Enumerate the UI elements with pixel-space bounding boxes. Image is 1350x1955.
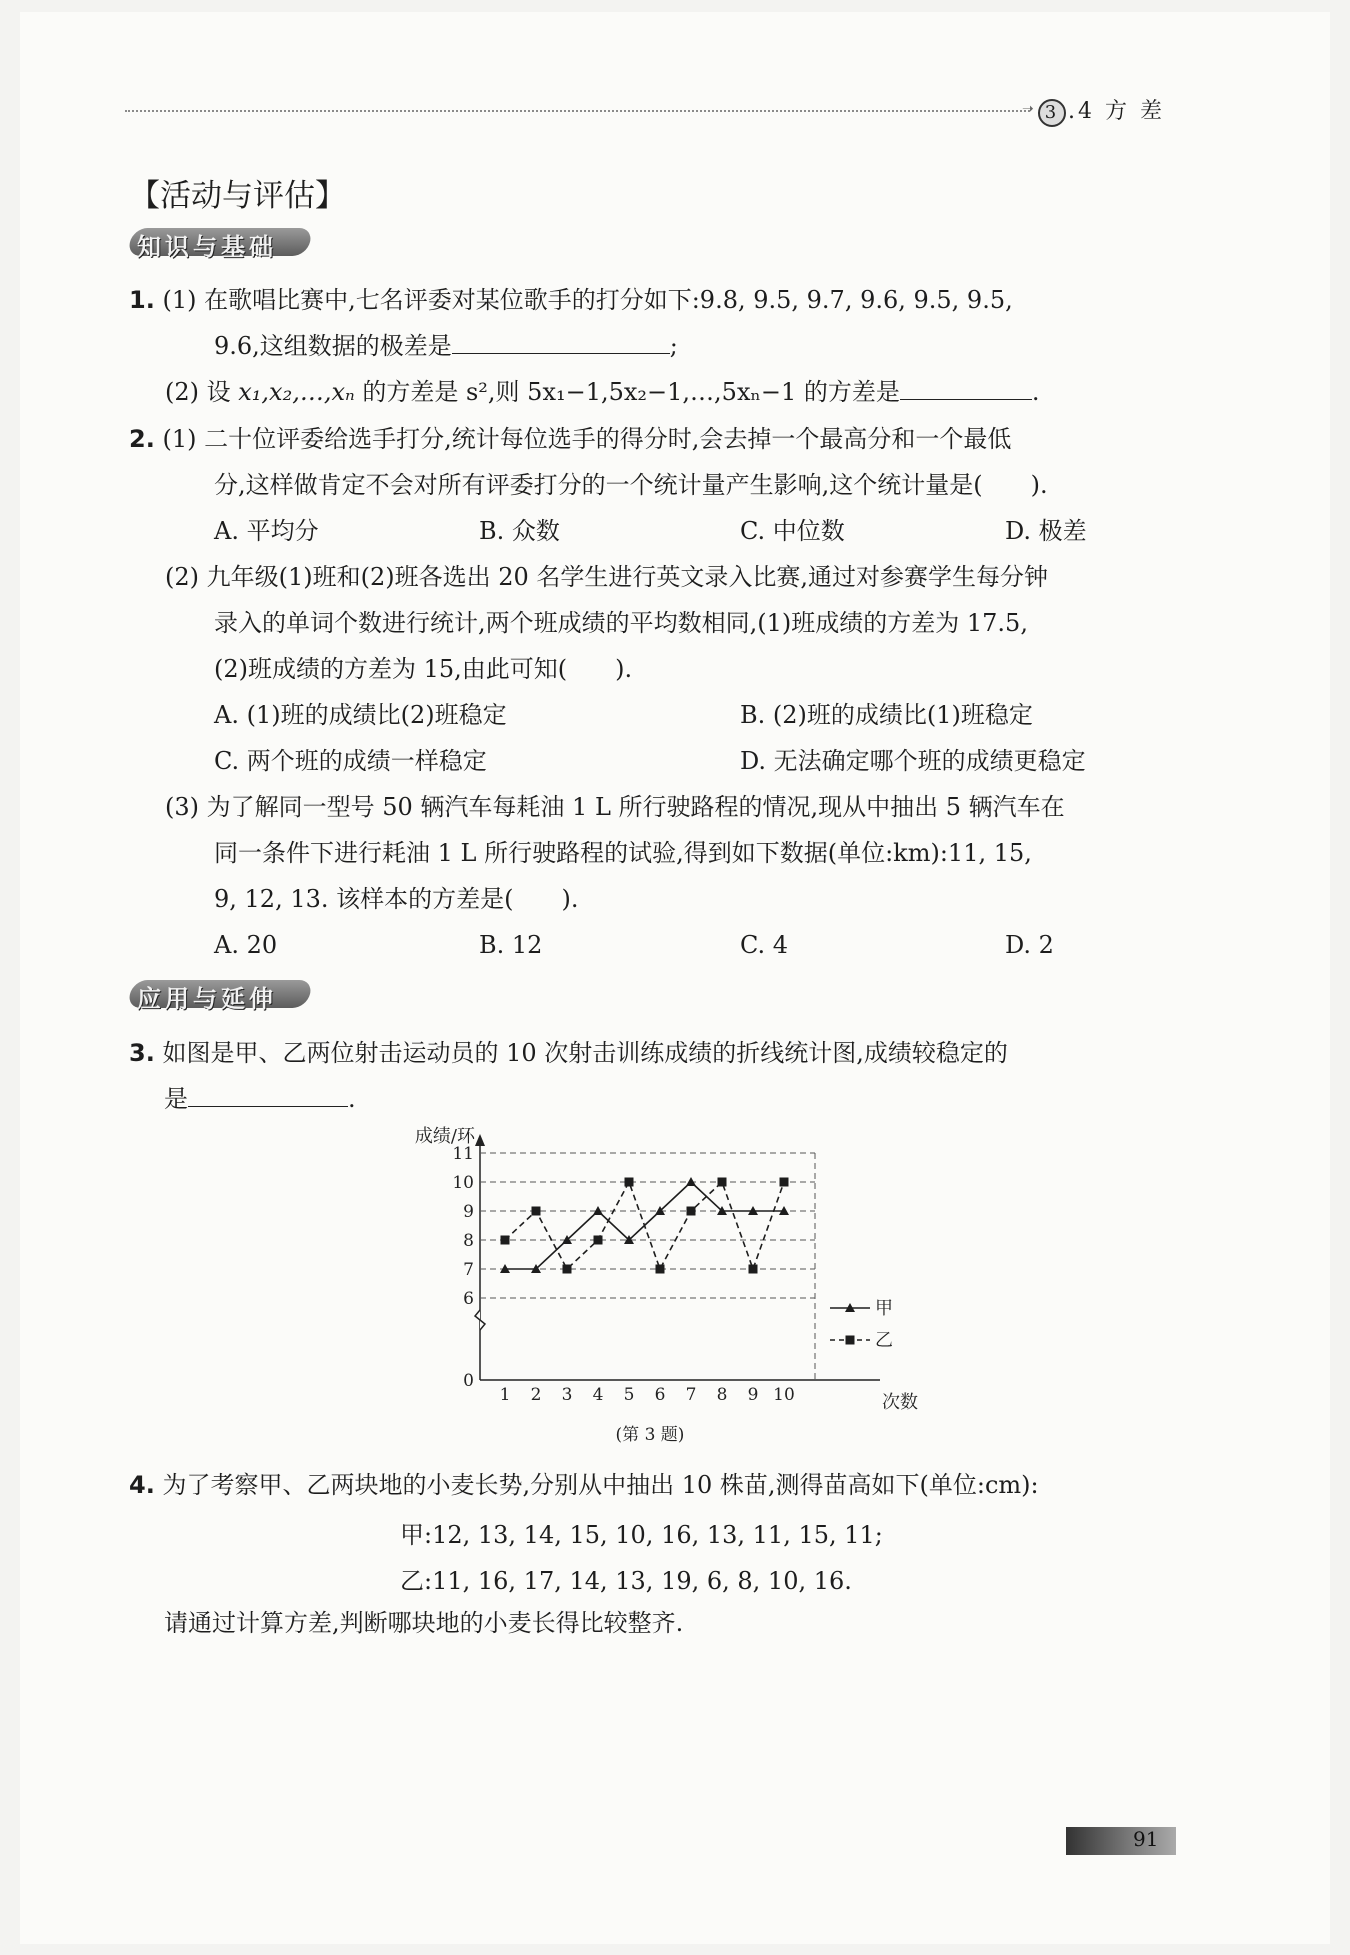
x-axis-label: 次数: [882, 1392, 918, 1413]
q1-p2-end: .: [1031, 378, 1040, 406]
q2-p3-line3: 9, 12, 13. 该样本的方差是( ).: [214, 885, 579, 913]
y-axis-arrow: [475, 1134, 485, 1146]
legend-marker-yi: [846, 1336, 855, 1345]
q2-p1-opt-b[interactable]: B. 众数: [479, 517, 560, 545]
x-tick-label: 5: [623, 1385, 635, 1405]
band-application: 应用与延伸: [137, 985, 277, 1013]
q2-p3-line2: 同一条件下进行耗油 1 L 所行驶路程的试验,得到如下数据(单位:km):11, 15,: [214, 839, 1032, 867]
q2-p2-line1: (2) 九年级(1)班和(2)班各选出 20 名学生进行英文录入比赛,通过对参赛学生每分钟: [165, 563, 1049, 591]
q1-p1-text: (1) 在歌唱比赛中,七名评委对某位歌手的打分如下:9.8, 9.5, 9.7, 9.6, 9.5, 9.5,: [162, 286, 1013, 314]
point-yi: [532, 1207, 541, 1216]
q3-end: .: [348, 1085, 356, 1113]
q4-line1: [129, 1468, 1039, 1502]
q1-p1-text2: 9.6,这组数据的极差是: [214, 332, 452, 360]
series-line-乙: [505, 1182, 784, 1269]
arrow-icon: ➝: [1022, 101, 1034, 117]
y-tick-label: 6: [463, 1289, 474, 1309]
q4-data-jia: 甲:12, 13, 14, 15, 10, 16, 13, 11, 15, 11;: [400, 1521, 883, 1549]
point-yi: [501, 1236, 510, 1245]
x-tick-label: 10: [773, 1385, 795, 1405]
point-yi: [749, 1265, 758, 1274]
y-tick-label: 9: [463, 1202, 474, 1222]
q2-p3-line1: (3) 为了解同一型号 50 辆汽车每耗油 1 L 所行驶路程的情况,现从中抽出 5 辆汽车在: [165, 793, 1065, 821]
q3-number: 3.: [129, 1039, 155, 1067]
q2-p1-opt-c[interactable]: C. 中位数: [740, 517, 845, 545]
point-yi: [687, 1207, 696, 1216]
q1-p2-vars: x₁,x₂,…,xₙ: [238, 378, 355, 406]
q1-p1-end: ;: [669, 332, 678, 360]
activity-heading: 【活动与评估】: [129, 178, 346, 214]
q2-p2-opt-c[interactable]: C. 两个班的成绩一样稳定: [214, 747, 487, 775]
q2-p3-opt-c[interactable]: C. 4: [740, 931, 789, 959]
q2-line1: [129, 422, 1011, 456]
q1-p2-text: (2) 设: [165, 378, 239, 406]
q2-p2-opt-a[interactable]: A. (1)班的成绩比(2)班稳定: [214, 701, 507, 729]
q1-blank1[interactable]: [452, 331, 670, 354]
q3-blank[interactable]: [188, 1084, 348, 1107]
point-yi: [594, 1236, 603, 1245]
x-tick-label: 8: [716, 1385, 728, 1405]
q2-p1-text: (1) 二十位评委给选手打分,统计每位选手的得分时,会去掉一个最高分和一个最低: [162, 425, 1012, 453]
q1-p2-text2: 的方差是 s²,则 5x₁−1,5x₂−1,…,5xₙ−1 的方差是: [354, 378, 900, 406]
q2-p2-line2: 录入的单词个数进行统计,两个班成绩的平均数相同,(1)班成绩的方差为 17.5,: [214, 609, 1028, 637]
point-yi: [656, 1265, 665, 1274]
section-title-header: .4 方 差: [1068, 99, 1165, 124]
q2-p1-line2: 分,这样做肯定不会对所有评委打分的一个统计量产生影响,这个统计量是( ).: [214, 471, 1048, 499]
page-number: 91: [1133, 1827, 1159, 1851]
q2-p3-opt-d[interactable]: D. 2: [1005, 931, 1054, 959]
q4-data-yi: 乙:11, 16, 17, 14, 13, 19, 6, 8, 10, 16.: [400, 1567, 852, 1595]
q1-line3: [165, 375, 1040, 409]
legend-label-yi: 乙: [875, 1330, 893, 1351]
point-yi: [625, 1178, 634, 1187]
legend-label-jia: 甲: [875, 1298, 893, 1319]
q1-number: 1.: [129, 286, 155, 314]
q4-line4: 请通过计算方差,判断哪块地的小麦长得比较整齐.: [164, 1609, 684, 1637]
y-axis-label: 成绩/环: [414, 1126, 475, 1147]
chapter-number: 3: [1038, 99, 1066, 127]
y-tick-label: 7: [463, 1260, 474, 1280]
y-tick-label: 10: [452, 1173, 474, 1193]
y-tick-label: 11: [452, 1144, 474, 1164]
q3-text2: 是: [164, 1085, 188, 1113]
q1-line2: [214, 329, 678, 363]
point-yi: [718, 1178, 727, 1187]
q2-p2-opt-d[interactable]: D. 无法确定哪个班的成绩更稳定: [740, 747, 1086, 775]
x-tick-label: 6: [654, 1385, 666, 1405]
x-tick-label: 1: [499, 1385, 511, 1405]
point-yi: [563, 1265, 572, 1274]
y-tick-label: 0: [463, 1371, 474, 1391]
q4-number: 4.: [129, 1471, 155, 1499]
q3-text: 如图是甲、乙两位射击运动员的 10 次射击训练成绩的折线统计图,成绩较稳定的: [162, 1039, 1008, 1067]
q2-p1-opt-a[interactable]: A. 平均分: [214, 517, 319, 545]
q2-p2-line3: (2)班成绩的方差为 15,由此可知( ).: [214, 655, 633, 683]
q3-line1: [129, 1036, 1008, 1070]
page-number-band: [1066, 1827, 1176, 1855]
q2-number: 2.: [129, 425, 155, 453]
q4-text: 为了考察甲、乙两块地的小麦长势,分别从中抽出 10 株苗,测得苗高如下(单位:cm):: [162, 1471, 1039, 1499]
q1-line1: [129, 283, 1013, 317]
q2-p3-opt-a[interactable]: A. 20: [214, 931, 278, 959]
x-tick-label: 2: [530, 1385, 542, 1405]
q2-p3-opt-b[interactable]: B. 12: [479, 931, 543, 959]
header-rule: [125, 110, 1030, 112]
y-tick-label: 8: [463, 1231, 474, 1251]
x-tick-label: 4: [592, 1385, 604, 1405]
x-tick-label: 7: [685, 1385, 697, 1405]
chart-caption: (第 3 题): [615, 1425, 685, 1445]
q3-line2: [164, 1082, 356, 1116]
band-knowledge: 知识与基础: [137, 233, 277, 261]
q1-blank2[interactable]: [900, 377, 1032, 400]
q2-p2-opt-b[interactable]: B. (2)班的成绩比(1)班稳定: [740, 701, 1033, 729]
point-yi: [780, 1178, 789, 1187]
x-tick-label: 9: [747, 1385, 759, 1405]
q2-p1-opt-d[interactable]: D. 极差: [1005, 517, 1087, 545]
line-chart: [360, 1120, 960, 1450]
axis-break: [475, 1310, 485, 1330]
x-tick-label: 3: [561, 1385, 573, 1405]
section-header: [1038, 94, 1165, 127]
